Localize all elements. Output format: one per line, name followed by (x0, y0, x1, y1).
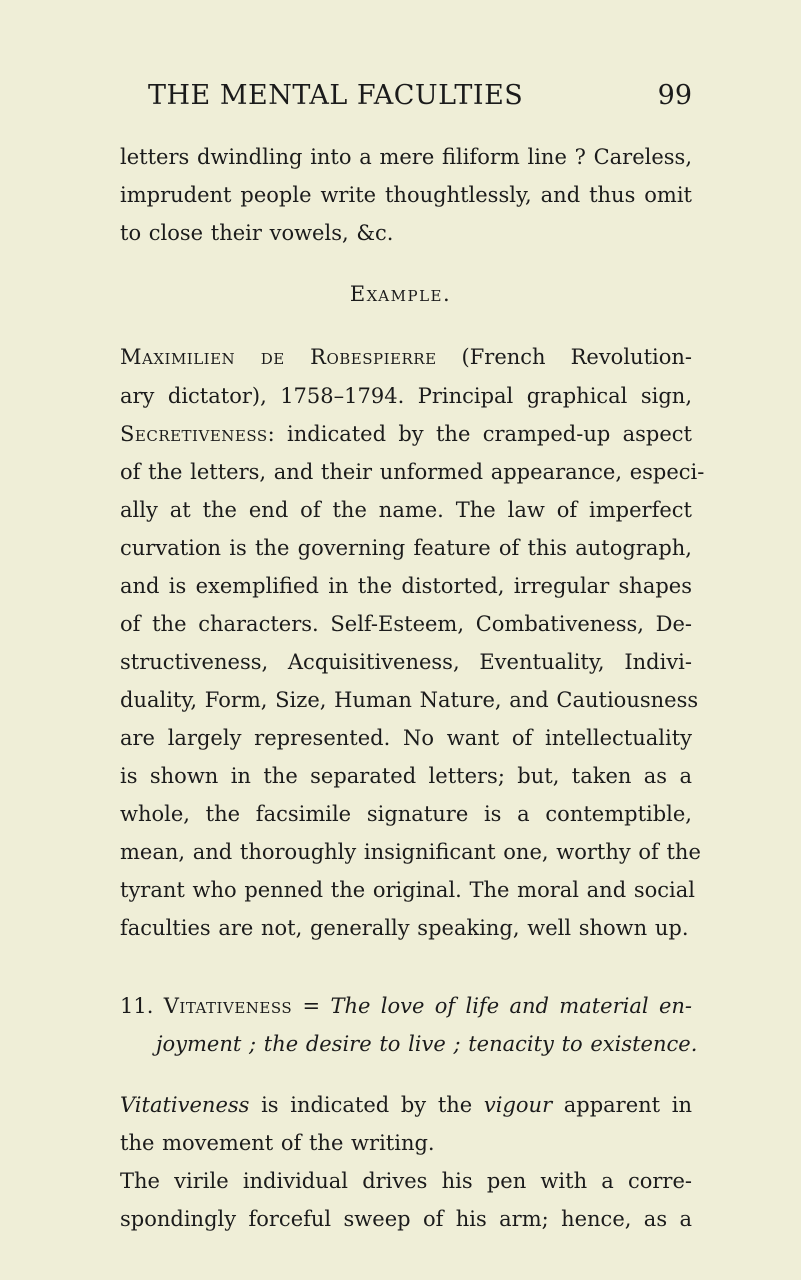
example-heading: Example. (349, 282, 452, 306)
running-head (120, 80, 692, 116)
person-name: Maximilien de Robespierre (120, 345, 437, 369)
running-title: THE MENTAL FACULTIES (148, 80, 524, 111)
text-line: of the letters, and their unformed appearance, especi- (120, 460, 705, 484)
text-line: joyment ; the desire to live ; tenacity to existence. (156, 1032, 698, 1056)
text-line: structiveness, Acquisitiveness, Eventuality, Indivi- (120, 650, 692, 674)
text-line: and is exemplified in the distorted, irregular shapes (120, 574, 692, 598)
text-line: are largely represented. No want of intellectuality (120, 726, 692, 750)
emphasis: vigour (483, 1093, 553, 1117)
text-line: of the characters. Self-Esteem, Combativeness, De- (120, 612, 692, 636)
text-line: whole, the facsimile signature is a contemptible, (120, 802, 692, 826)
section-number: 11. (120, 994, 154, 1018)
text-line: Vitativeness is indicated by the vigour apparent in (120, 1093, 693, 1117)
text-line: duality, Form, Size, Human Nature, and Cautiousness (120, 688, 699, 712)
faculty-term: Secretiveness (120, 422, 268, 446)
text-line: is shown in the separated letters; but, taken as a (120, 764, 692, 788)
text-line: the movement of the writing. (120, 1131, 435, 1155)
text-line: to close their vowels, &c. (120, 221, 394, 245)
text-line: curvation is the governing feature of this autograph, (120, 536, 692, 560)
text-line: ally at the end of the name. The law of imperfect (120, 498, 692, 522)
text-line: Secretiveness: indicated by the cramped-up aspect (120, 422, 692, 446)
text-line: spondingly forceful sweep of his arm; hence, as a (120, 1207, 692, 1231)
text-line: imprudent people write thoughtlessly, and thus omit (120, 183, 692, 207)
faculty-term: Vitativeness (163, 994, 293, 1018)
text-line: Maximilien de Robespierre (French Revolution- (120, 345, 692, 369)
text-line: mean, and thoroughly insignificant one, worthy of the (120, 840, 701, 864)
definition-text: The love of life and material en- (330, 994, 692, 1018)
text-line: faculties are not, generally speaking, well shown up. (120, 916, 689, 940)
text-line: 11. Vitativeness = The love of life and material en- (120, 994, 692, 1018)
text-line: tyrant who penned the original. The moral and social (120, 878, 695, 902)
faculty-term: Vitativeness (120, 1093, 250, 1117)
text-line: The virile individual drives his pen with a corre- (120, 1169, 692, 1193)
page-number: 99 (657, 80, 692, 111)
text-line: ary dictator), 1758–1794. Principal graphical sign, (120, 384, 692, 408)
text-line: letters dwindling into a mere filiform line ? Careless, (120, 145, 692, 169)
